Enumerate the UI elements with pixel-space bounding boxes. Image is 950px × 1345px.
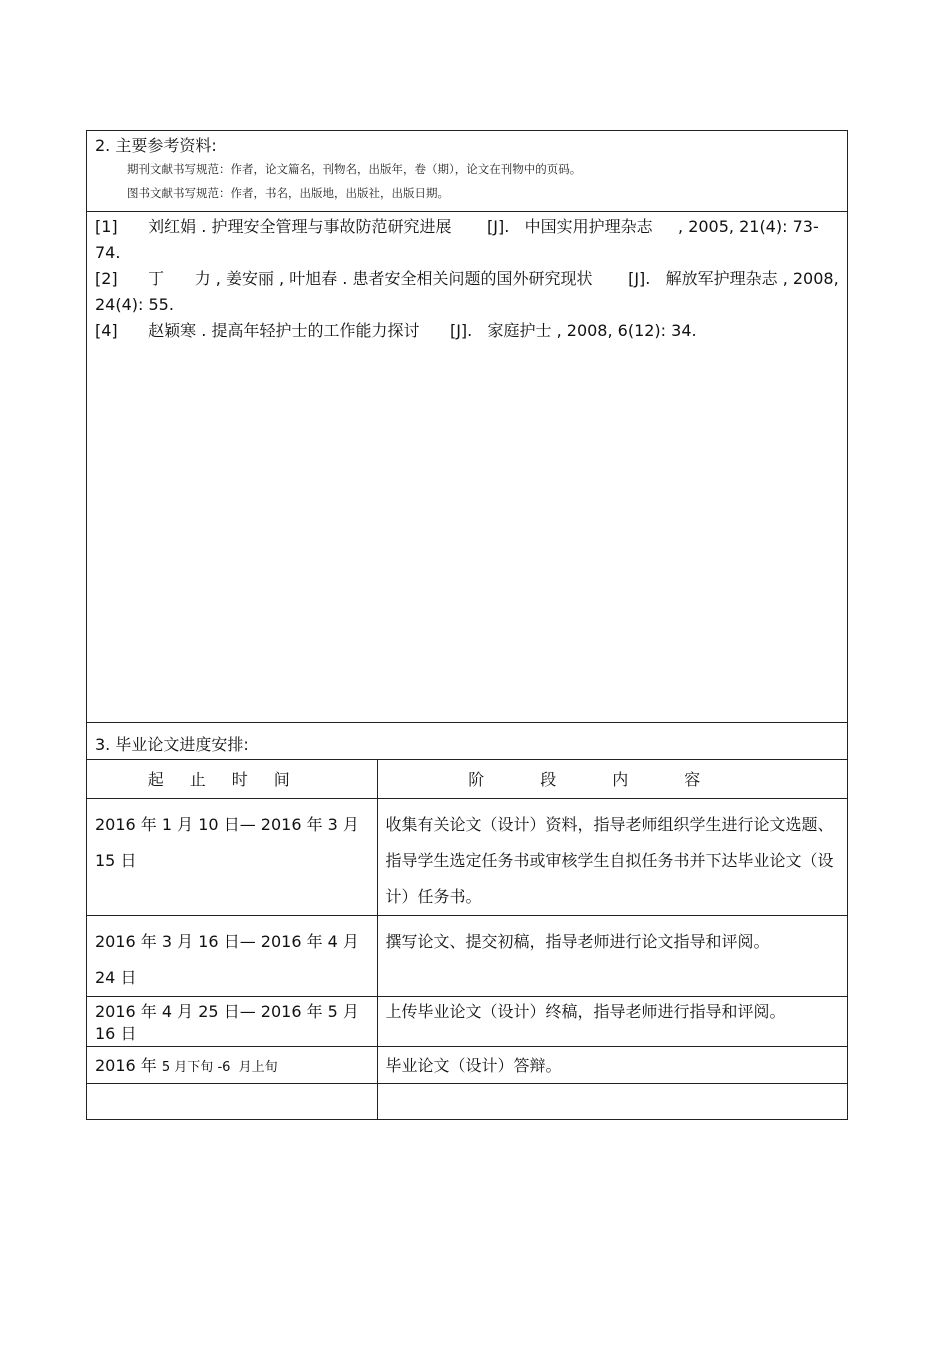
schedule-heading: 3. 毕业论文进度安排: [95, 735, 249, 754]
row-time: 2016 年 3 月 16 日— 2016 年 4 月 24 日 [87, 915, 377, 996]
journal-citation-note: 期刊文献书写规范：作者，论文篇名，刊物名，出版年，卷（期），论文在刊物中的页码。 [127, 162, 582, 176]
table-row [87, 1046, 847, 1083]
row-time-year: 2016 年 [95, 1055, 162, 1075]
row-content [377, 1083, 847, 1119]
row-content: 上传毕业论文（设计）终稿，指导老师进行指导和评阅。 [377, 996, 847, 1046]
row-content: 收集有关论文（设计）资料，指导老师组织学生进行论文选题、指导学生选定任务书或审核学生自拟任务书并下达毕业论文（设计）任务书。 [377, 798, 847, 915]
references-list [87, 212, 847, 723]
form-frame [86, 130, 848, 1120]
table-row [87, 996, 847, 1046]
schedule-table [87, 760, 847, 1119]
row-time-range: 5 月下旬 -6 月上旬 [161, 1059, 278, 1075]
schedule-header [87, 723, 847, 760]
schedule-header-row [87, 760, 847, 798]
book-citation-note: 图书文献书写规范：作者，书名，出版地，出版社，出版日期。 [127, 186, 449, 200]
table-row [87, 915, 847, 996]
row-time: 2016 年 4 月 25 日— 2016 年 5 月 16 日 [87, 996, 377, 1046]
table-row [87, 1083, 847, 1119]
row-content: 撰写论文、提交初稿，指导老师进行论文指导和评阅。 [377, 915, 847, 996]
col-header-time: 起止时间 [87, 760, 377, 798]
row-time [87, 1046, 377, 1083]
table-row [87, 798, 847, 915]
reference-item: [4] 赵颖寒 . 提高年轻护士的工作能力探讨 [J]. 家庭护士 , 2008, 6(12): 34. [95, 321, 697, 340]
col-header-content: 阶段内容 [468, 770, 757, 790]
reference-item: [1] 刘红娟 . 护理安全管理与事故防范研究进展 [J]. 中国实用护理杂志 , 2005, 21(4): 73-74. [95, 217, 819, 262]
reference-item: [2] 丁 力 , 姜安丽 , 叶旭春 . 患者安全相关问题的国外研究现状 [J]. 解放军护理杂志 , 2008, 24(4): 55. [95, 269, 844, 314]
references-header [87, 131, 847, 212]
references-heading: 2. 主要参考资料: [95, 136, 217, 155]
row-time: 2016 年 1 月 10 日— 2016 年 3 月 15 日 [87, 798, 377, 915]
row-time [87, 1083, 377, 1119]
row-content: 毕业论文（设计）答辩。 [377, 1046, 847, 1083]
